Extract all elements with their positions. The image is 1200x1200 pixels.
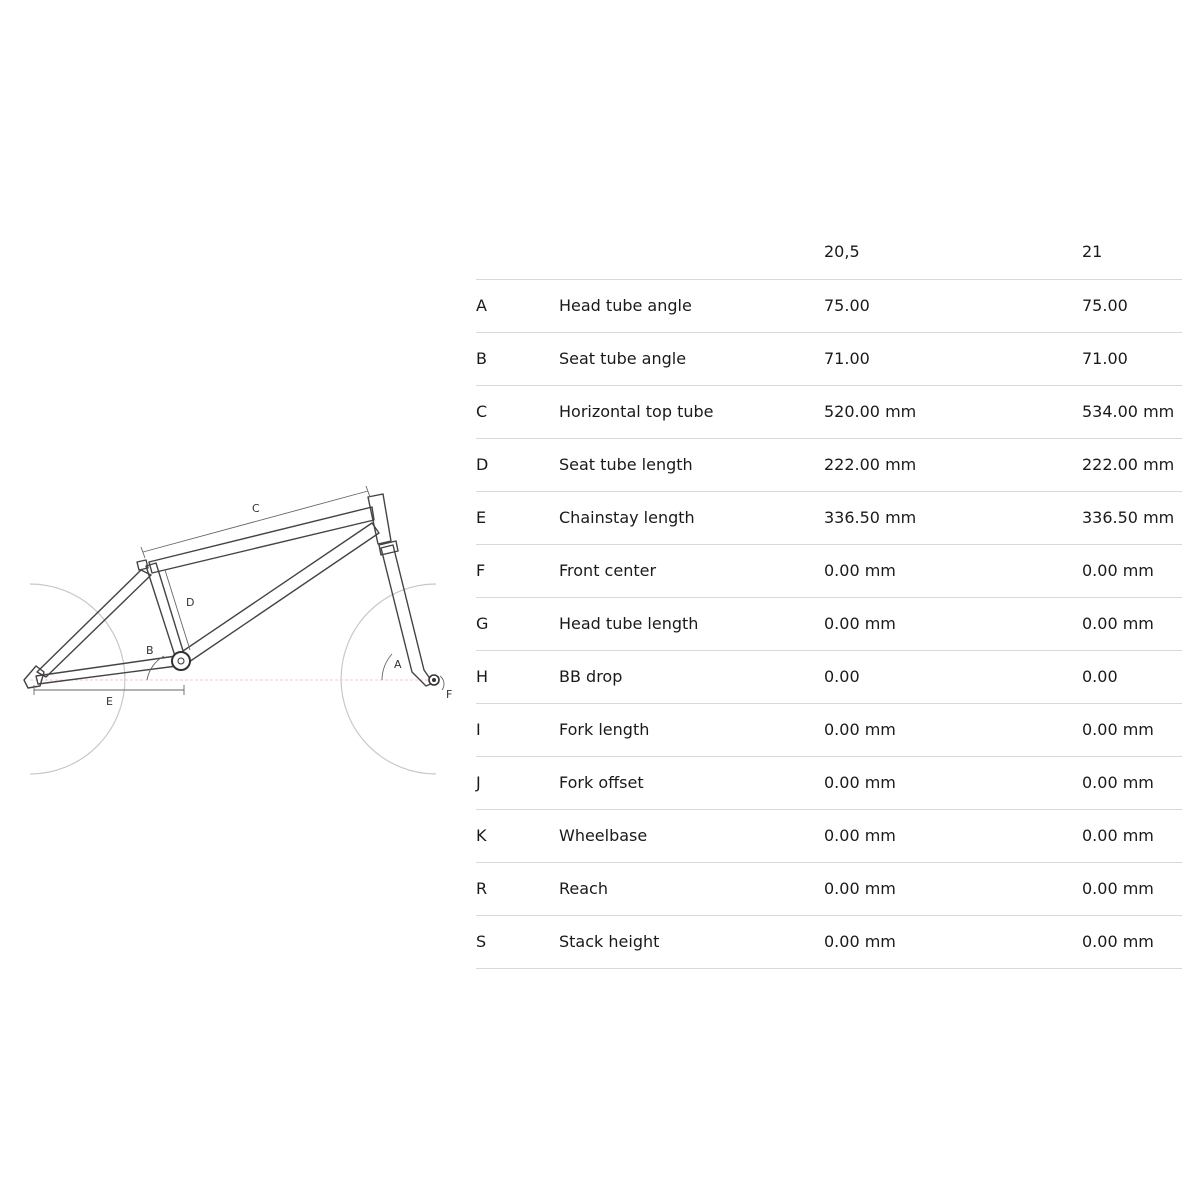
row-measurement-name: Wheelbase — [559, 826, 648, 845]
row-value-size-1: 0.00 mm — [824, 561, 896, 580]
row-measurement-name: Seat tube angle — [559, 349, 687, 368]
down-tube — [183, 523, 379, 662]
row-value-size-1: 75.00 — [824, 296, 870, 315]
table-row — [476, 439, 1182, 492]
frame-tubes — [24, 494, 433, 688]
row-value-size-2: 75.00 — [1082, 296, 1128, 315]
row-measurement-name: Front center — [559, 561, 657, 580]
row-code: F — [476, 561, 486, 580]
seat-stay — [37, 570, 151, 677]
dim-label-d: D — [186, 596, 195, 609]
row-value-size-2: 0.00 mm — [1082, 720, 1154, 739]
table-row — [476, 333, 1182, 386]
dim-label-f: F — [446, 688, 453, 701]
row-value-size-1: 222.00 mm — [824, 455, 917, 474]
head-tube — [368, 494, 391, 544]
row-measurement-name: Head tube angle — [559, 296, 692, 315]
row-code: D — [476, 455, 489, 474]
row-measurement-name: Fork offset — [559, 773, 644, 792]
row-value-size-2: 71.00 — [1082, 349, 1128, 368]
seat-tube — [146, 563, 184, 656]
row-value-size-2: 336.50 mm — [1082, 508, 1175, 527]
row-value-size-1: 71.00 — [824, 349, 870, 368]
row-value-size-1: 0.00 mm — [824, 826, 896, 845]
table-body — [476, 280, 1182, 969]
table-row — [476, 545, 1182, 598]
row-code: C — [476, 402, 488, 421]
front-axle-inner — [432, 678, 436, 682]
geometry-table — [476, 226, 1182, 969]
fork-leg — [381, 545, 433, 686]
size-column-header: 21 — [1082, 242, 1103, 261]
row-value-size-2: 0.00 mm — [1082, 773, 1154, 792]
row-value-size-1: 0.00 mm — [824, 932, 896, 951]
row-code: S — [476, 932, 487, 951]
dim-label-e: E — [106, 695, 113, 708]
row-measurement-name: Stack height — [559, 932, 660, 951]
row-measurement-name: Fork length — [559, 720, 650, 739]
row-value-size-1: 0.00 — [824, 667, 860, 686]
bottom-bracket-shell — [172, 652, 190, 670]
table-row — [476, 651, 1182, 704]
dim-label-a: A — [394, 658, 402, 671]
dim-c-tick-left — [141, 547, 145, 558]
dim-f-arc — [440, 676, 444, 690]
frame-diagram-svg — [0, 470, 470, 790]
frame-geometry-diagram — [0, 470, 470, 790]
row-measurement-name: Chainstay length — [559, 508, 695, 527]
table-row — [476, 492, 1182, 545]
row-code: J — [476, 773, 481, 792]
row-code: K — [476, 826, 487, 845]
table-row — [476, 704, 1182, 757]
table-row — [476, 863, 1182, 916]
row-code: I — [476, 720, 481, 739]
size-column-header: 20,5 — [824, 242, 860, 261]
row-value-size-1: 0.00 mm — [824, 879, 896, 898]
row-value-size-1: 520.00 mm — [824, 402, 917, 421]
front-wheel-outline — [341, 584, 436, 774]
row-code: G — [476, 614, 489, 633]
table-row — [476, 386, 1182, 439]
rear-dropout — [24, 666, 44, 688]
row-value-size-1: 0.00 mm — [824, 773, 896, 792]
row-value-size-2: 0.00 mm — [1082, 932, 1154, 951]
row-code: H — [476, 667, 489, 686]
row-measurement-name: Reach — [559, 879, 608, 898]
row-code: E — [476, 508, 487, 527]
seat-clamp — [137, 560, 148, 570]
row-measurement-name: Horizontal top tube — [559, 402, 714, 421]
row-value-size-2: 222.00 mm — [1082, 455, 1175, 474]
top-tube — [149, 507, 374, 573]
table-row — [476, 810, 1182, 863]
row-measurement-name: Head tube length — [559, 614, 699, 633]
table-header-row — [476, 226, 1182, 280]
table-row — [476, 598, 1182, 651]
row-code: B — [476, 349, 487, 368]
dim-a-arc — [382, 654, 392, 680]
row-code: A — [476, 296, 487, 315]
row-value-size-2: 0.00 mm — [1082, 561, 1154, 580]
dim-c-line — [143, 491, 368, 552]
row-value-size-1: 0.00 mm — [824, 720, 896, 739]
table-row — [476, 757, 1182, 810]
dim-label-b: B — [146, 644, 154, 657]
row-value-size-2: 0.00 mm — [1082, 614, 1154, 633]
row-value-size-2: 0.00 mm — [1082, 879, 1154, 898]
row-measurement-name: BB drop — [559, 667, 623, 686]
row-code: R — [476, 879, 488, 898]
row-value-size-2: 0.00 mm — [1082, 826, 1154, 845]
row-value-size-2: 0.00 — [1082, 667, 1118, 686]
row-value-size-2: 534.00 mm — [1082, 402, 1175, 421]
row-measurement-name: Seat tube length — [559, 455, 693, 474]
dim-label-c: C — [252, 502, 260, 515]
row-value-size-1: 336.50 mm — [824, 508, 917, 527]
dimension-lines — [34, 486, 444, 695]
table-row — [476, 916, 1182, 969]
row-value-size-1: 0.00 mm — [824, 614, 896, 633]
table-row — [476, 280, 1182, 333]
